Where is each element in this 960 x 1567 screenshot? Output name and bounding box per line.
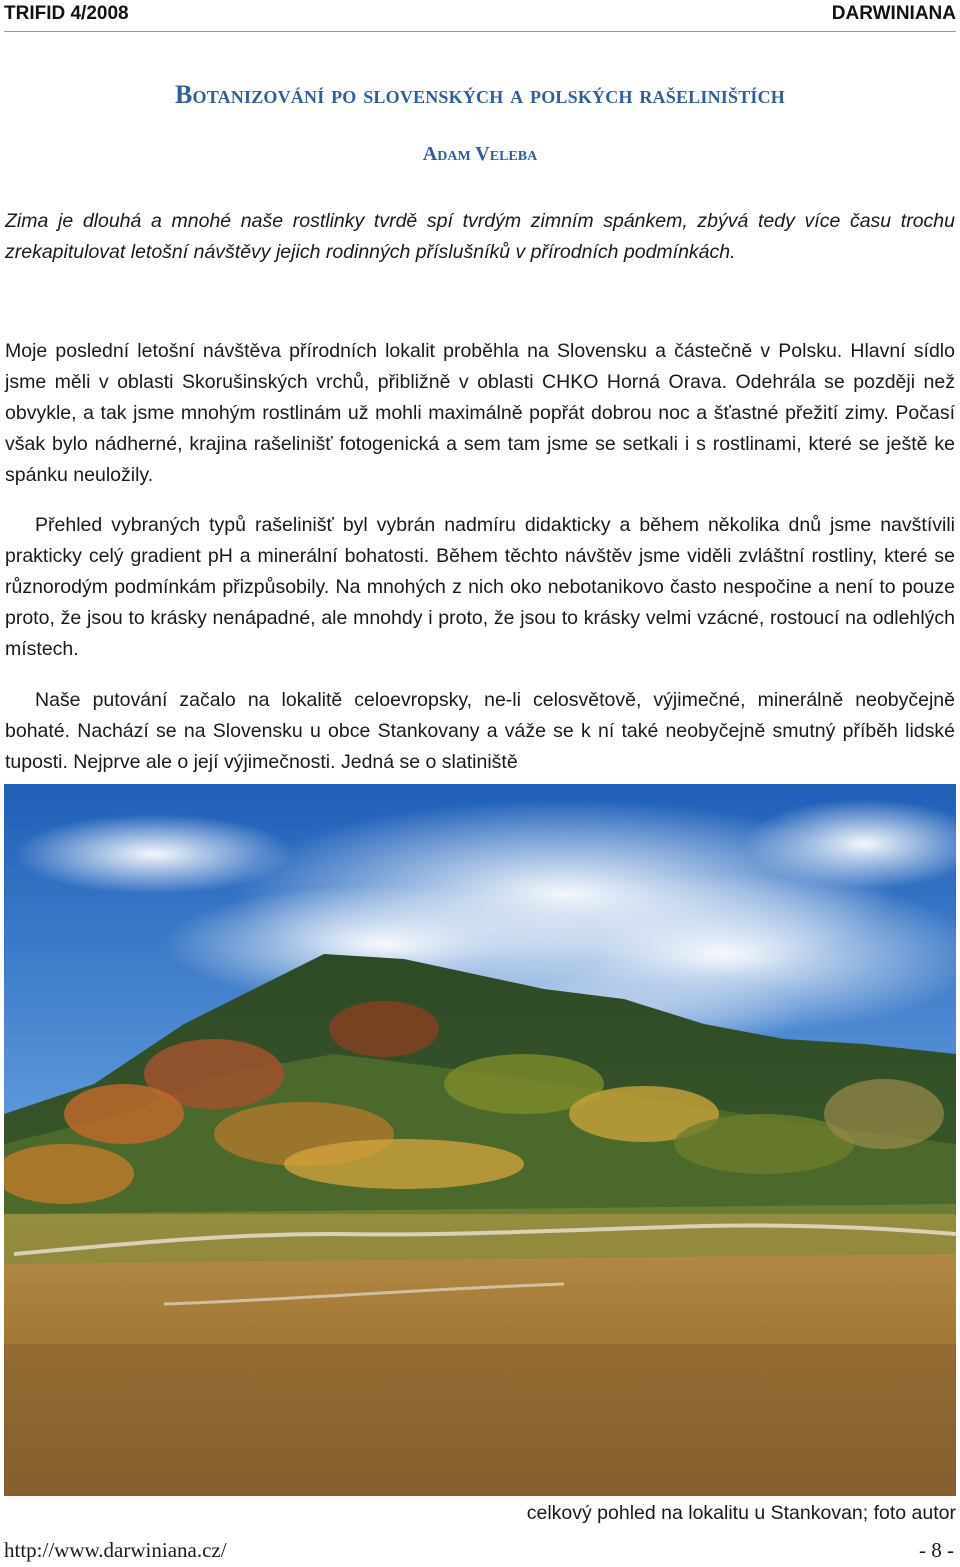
paragraph-2: Přehled vybraných typů rašelinišť byl vybrán nadmíru didakticky a během několika dnů jsme navštívili prakticky celý gradient pH a minerální bohatosti. Během těchto návštěv jsme viděli zvláštní rostliny, které se různorodým podmínkám přizpůsobily. Na mnohých z nich oko nebotanikovo často nespočine a není to pouze proto, že jsou to krásky nenápadné, ale mnohdy i proto, že jsou to krásky velmi vzácné, rostoucí na odlehlých místech.	[5, 514, 955, 660]
section-name: DARWINIANA	[831, 3, 956, 24]
site-url[interactable]: http://www.darwiniana.cz/	[4, 1538, 227, 1562]
article-title: Botanizování po slovenských a polských rašeliništích	[174, 80, 785, 109]
landscape-photo	[4, 784, 956, 1496]
page-header	[0, 0, 960, 34]
journal-issue: TRIFID 4/2008	[4, 3, 129, 24]
photo-caption: celkový pohled na lokalitu u Stankovan; foto autor	[526, 1502, 956, 1524]
page-number: - 8 -	[919, 1538, 954, 1562]
article-intro: Zima je dlouhá a mnohé naše rostlinky tvrdě spí tvrdým zimním spánkem, zbývá tedy více času trochu zrekapitulovat letošní návštěvy jejich rodinných příslušníků v přírodních podmínkách.	[5, 210, 955, 263]
article-author: Adam Veleba	[422, 143, 538, 165]
header-divider	[4, 31, 956, 32]
paragraph-1: Moje poslední letošní návštěva přírodních lokalit proběhla na Slovensku a částečně v Polsku. Hlavní sídlo jsme měli v oblasti Skorušinských vrchů, přibližně v oblasti CHKO Horná Orava. Odehrála se později než obvykle, a tak jsme mnohým rostlinám už mohli maximálně popřát dobrou noc a šťastné přežití zimy. Počasí však bylo nádherné, krajina rašelinišť fotogenická a sem tam jsme se setkali i s rostlinami, které se ještě ke spánku neuložily.	[5, 340, 955, 486]
paragraph-3: Naše putování začalo na lokalitě celoevropsky, ne-li celosvětově, výjimečné, minerálně neobyčejně bohaté. Nachází se na Slovensku u obce Stankovany a váže se k ní také neobyčejně smutný příběh lidské tuposti. Nejprve ale o její výjimečnosti. Jedná se o slatiniště	[5, 689, 955, 773]
